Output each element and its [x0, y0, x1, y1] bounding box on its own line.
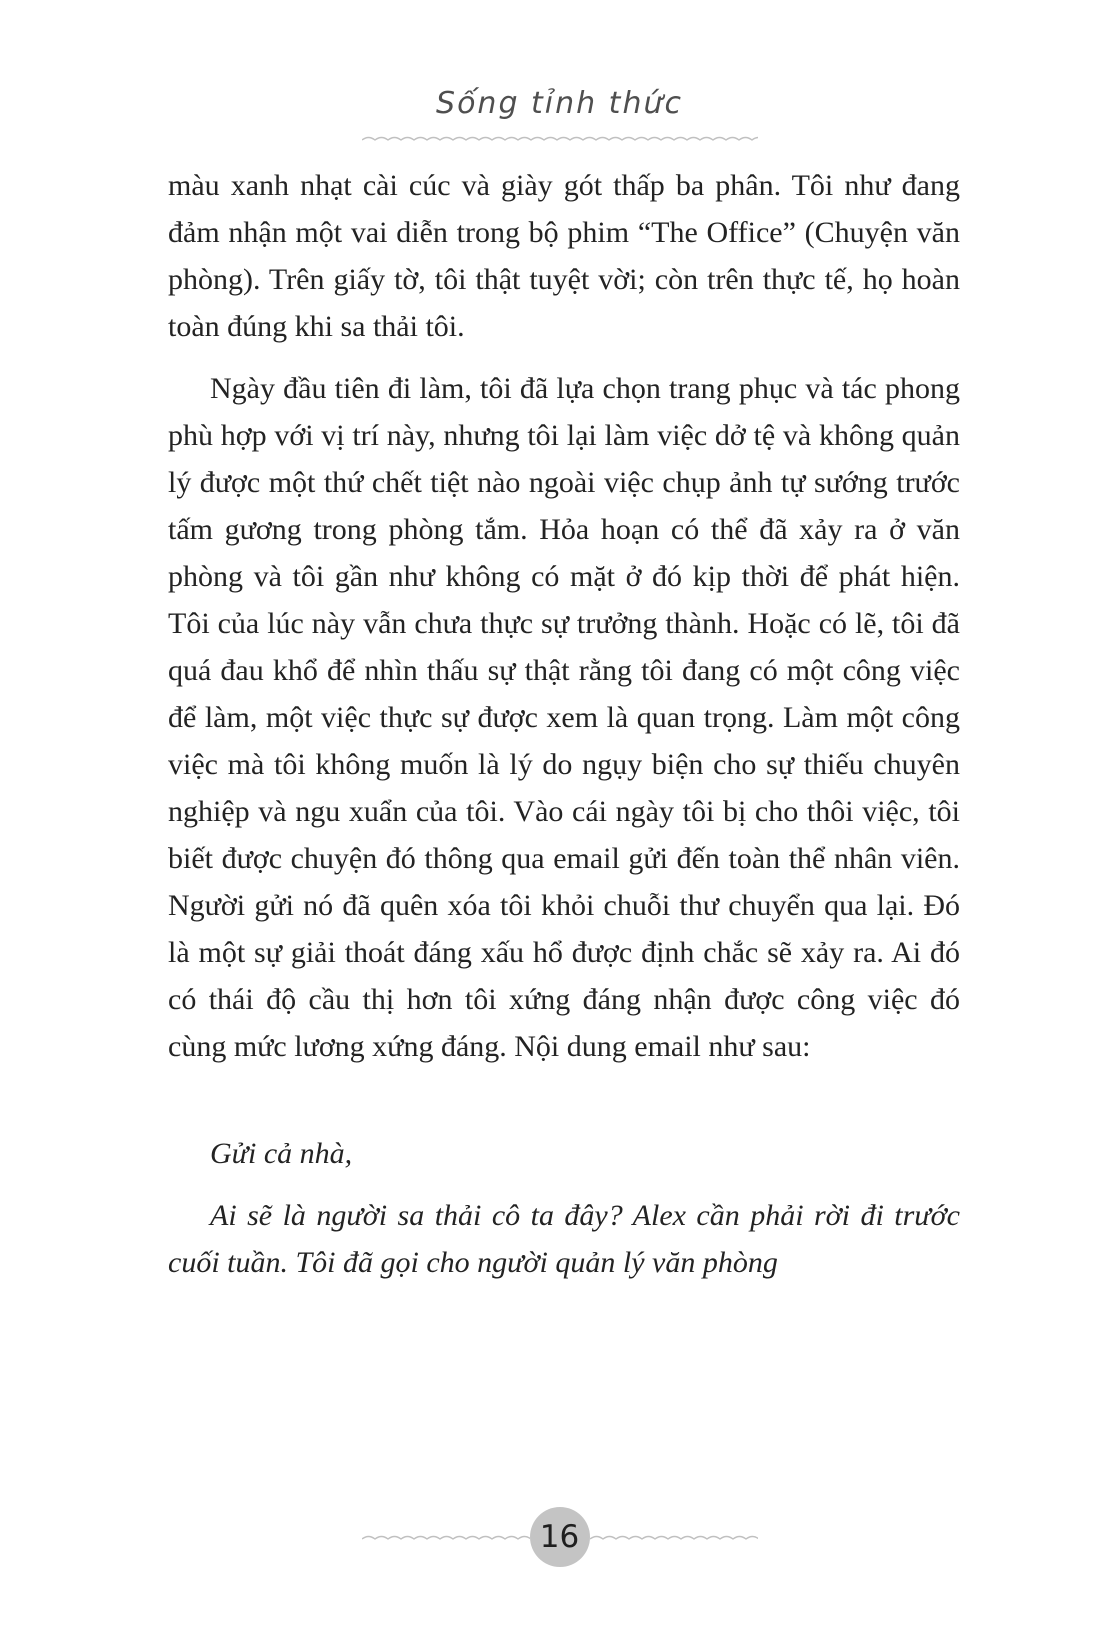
- page-number-badge: [530, 1507, 590, 1567]
- paragraph-continued: màu xanh nhạt cài cúc và giày gót thấp ba phân. Tôi như đang đảm nhận một vai diễn trong bộ phim “The Office” (Chuyện văn phòng). Trên giấy tờ, tôi thật tuyệt vời; còn trên thực tế, họ hoàn toàn đúng khi sa thải tôi.: [168, 169, 960, 343]
- paragraph: Ngày đầu tiên đi làm, tôi đã lựa chọn trang phục và tác phong phù hợp với vị trí này, nhưng tôi lại làm việc dở tệ và không quản lý được một thứ chết tiệt nào ngoài việc chụp ảnh tự sướng trước tấm gương trong phòng tắm. Hỏa hoạn có thể đã xảy ra ở văn phòng và tôi gần như không có mặt ở đó kịp thời để phát hiện. Tôi của lúc này vẫn chưa thực sự trưởng thành. Hoặc có lẽ, tôi đã quá đau khổ để nhìn thấu sự thật rằng tôi đang có một công việc để làm, một việc thực sự được xem là quan trọng. Làm một công việc mà tôi không muốn là lý do ngụy biện cho sự thiếu chuyên nghiệp và ngu xuẩn của tôi. Vào cái ngày tôi bị cho thôi việc, tôi biết được chuyện đó thông qua email gửi đến toàn thể nhân viên. Người gửi nó đã quên xóa tôi khỏi chuỗi thư chuyển qua lại. Đó là một sự giải thoát đáng xấu hổ được định chắc sẽ xảy ra. Ai đó có thái độ cầu thị hơn tôi xứng đáng nhận được công việc đó cùng mức lương xứng đáng. Nội dung email như sau:: [168, 372, 960, 1063]
- footer-wavy-divider-right: [590, 1531, 758, 1543]
- page-body: [168, 162, 960, 1301]
- running-header-title: Sống tỉnh thức: [436, 86, 683, 121]
- page-footer: [362, 1507, 758, 1567]
- page-number: 16: [539, 1519, 580, 1555]
- email-salutation: Gửi cả nhà,: [210, 1137, 353, 1170]
- email-body: Ai sẽ là người sa thải cô ta đây? Alex cần phải rời đi trước cuối tuần. Tôi đã gọi cho người quản lý văn phòng: [168, 1199, 960, 1279]
- footer-wavy-divider-left: [362, 1531, 530, 1543]
- header-wavy-divider: [362, 132, 758, 144]
